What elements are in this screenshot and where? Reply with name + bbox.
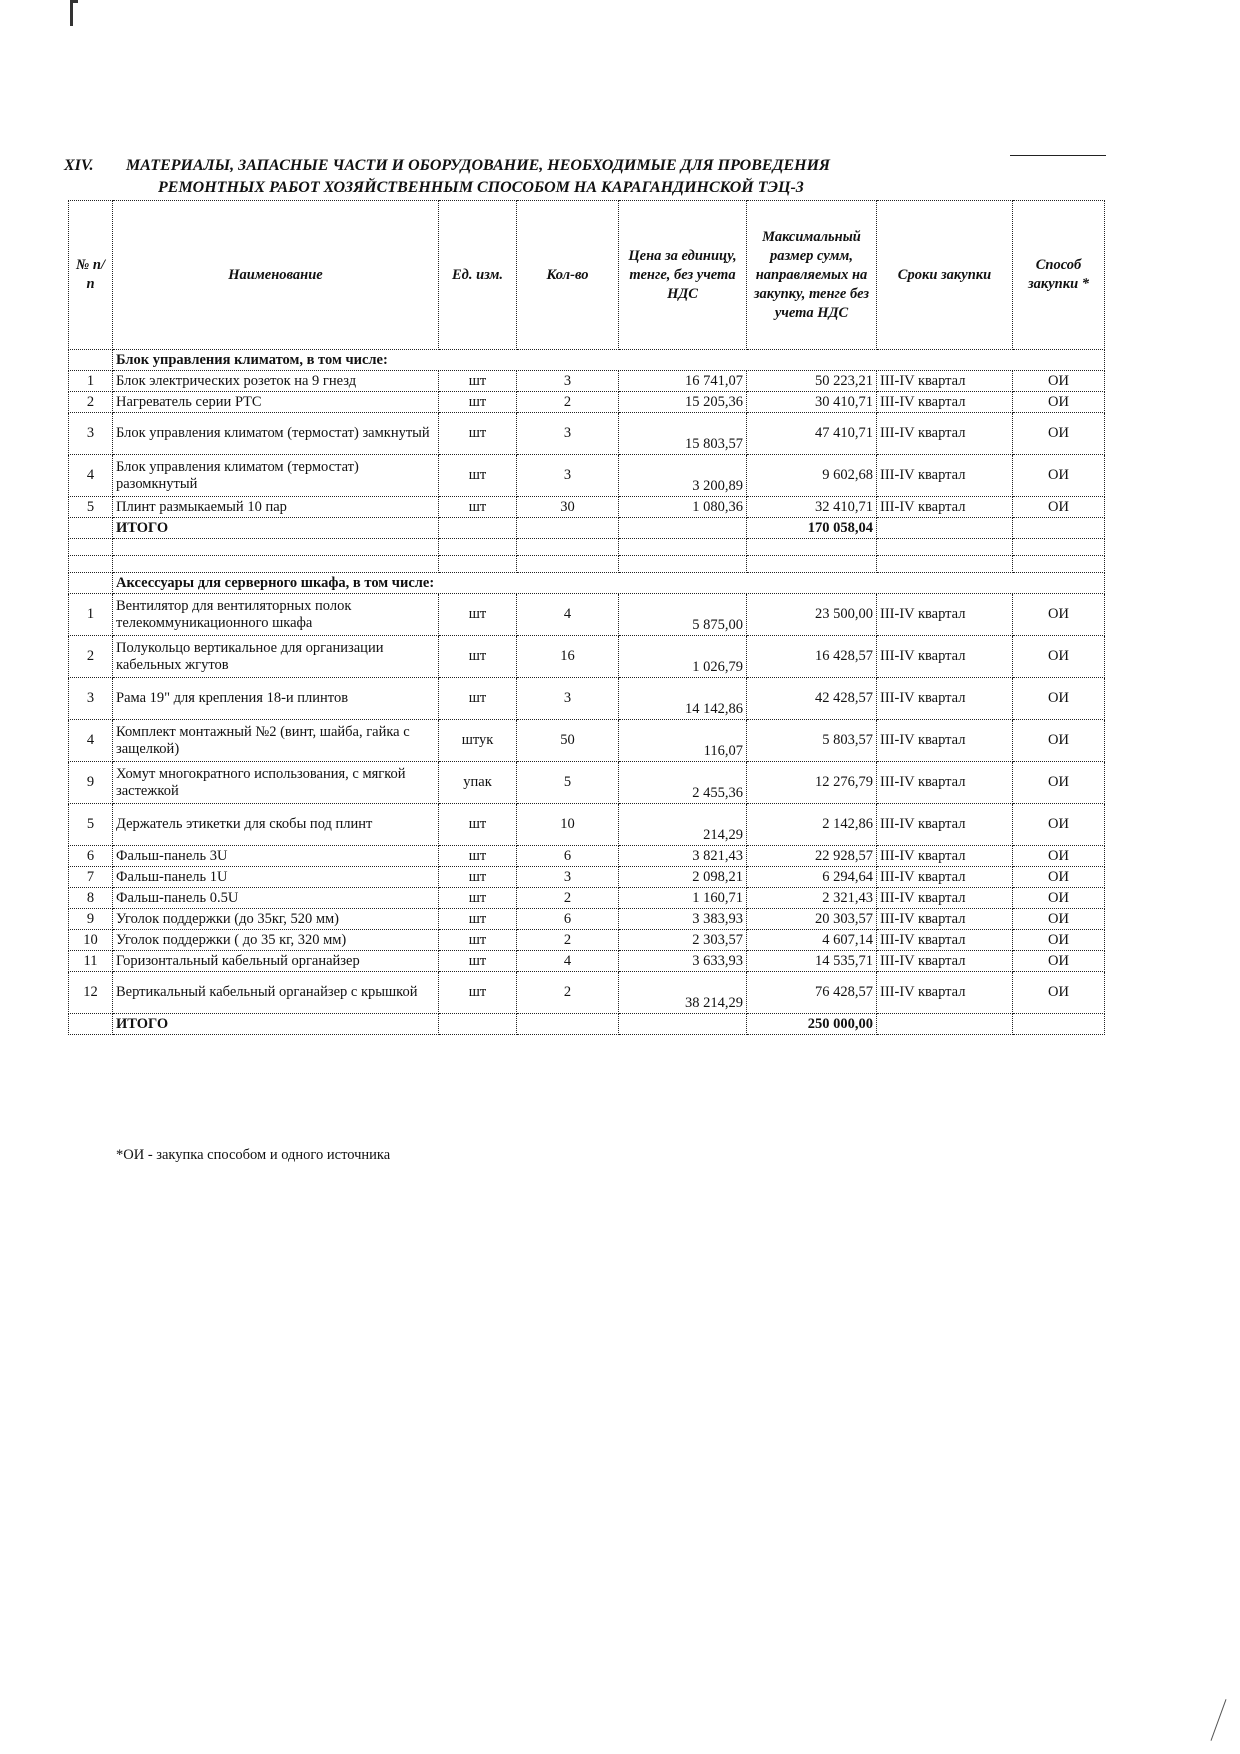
cell-price: 214,29 <box>619 804 747 846</box>
procurement-table <box>68 200 1105 1035</box>
header-price: Цена за единицу, тенге, без учета НДС <box>619 201 747 350</box>
cell-term: III-IV квартал <box>877 762 1013 804</box>
cell-num: 3 <box>69 413 113 455</box>
scan-mark-bottom <box>1211 1699 1227 1741</box>
cell-max-amount: 4 607,14 <box>747 930 877 951</box>
cell-qty: 16 <box>517 636 619 678</box>
cell-name: Вертикальный кабельный органайзер с крышкой <box>113 972 439 1014</box>
cell-num: 6 <box>69 846 113 867</box>
table-row <box>69 594 1105 636</box>
cell-name: Фальш-панель 0.5U <box>113 888 439 909</box>
cell-max-amount: 42 428,57 <box>747 678 877 720</box>
table-row <box>69 413 1105 455</box>
cell-num: 4 <box>69 720 113 762</box>
cell-max-amount: 9 602,68 <box>747 455 877 497</box>
header-num: № п/п <box>69 201 113 350</box>
cell-qty: 3 <box>517 371 619 392</box>
cell-max-amount: 14 535,71 <box>747 951 877 972</box>
cell-unit: шт <box>439 594 517 636</box>
table-row <box>69 720 1105 762</box>
cell-method: ОИ <box>1013 762 1105 804</box>
cell-method: ОИ <box>1013 804 1105 846</box>
cell-term: III-IV квартал <box>877 804 1013 846</box>
section-2-title-row <box>69 573 1105 594</box>
cell-qty: 3 <box>517 413 619 455</box>
cell-method: ОИ <box>1013 930 1105 951</box>
cell-method: ОИ <box>1013 951 1105 972</box>
cell-name: Держатель этикетки для скобы под плинт <box>113 804 439 846</box>
cell-term: III-IV квартал <box>877 972 1013 1014</box>
cell-num: 5 <box>69 497 113 518</box>
table-row <box>69 951 1105 972</box>
cell-max-amount: 2 321,43 <box>747 888 877 909</box>
cell-method: ОИ <box>1013 909 1105 930</box>
cell-unit: шт <box>439 804 517 846</box>
cell-name: Комплект монтажный №2 (винт, шайба, гайка с защелкой) <box>113 720 439 762</box>
table-row <box>69 846 1105 867</box>
title-line-2: РЕМОНТНЫХ РАБОТ ХОЗЯЙСТВЕННЫМ СПОСОБОМ НА КАРАГАНДИНСКОЙ ТЭЦ-3 <box>158 179 804 196</box>
cell-num: 8 <box>69 888 113 909</box>
total-value: 170 058,04 <box>747 518 877 539</box>
spacer-row <box>69 556 1105 573</box>
cell-price: 15 803,57 <box>619 413 747 455</box>
cell-term: III-IV квартал <box>877 636 1013 678</box>
cell-qty: 2 <box>517 930 619 951</box>
cell-max-amount: 20 303,57 <box>747 909 877 930</box>
cell-price: 3 200,89 <box>619 455 747 497</box>
cell-price: 2 098,21 <box>619 867 747 888</box>
cell-method: ОИ <box>1013 455 1105 497</box>
cell-max-amount: 6 294,64 <box>747 867 877 888</box>
cell-method: ОИ <box>1013 972 1105 1014</box>
cell-name: Полукольцо вертикальное для организации кабельных жгутов <box>113 636 439 678</box>
cell-price: 3 821,43 <box>619 846 747 867</box>
section-1-title-row <box>69 350 1105 371</box>
total-value: 250 000,00 <box>747 1014 877 1035</box>
cell-term: III-IV квартал <box>877 846 1013 867</box>
cell-qty: 4 <box>517 951 619 972</box>
cell-term: III-IV квартал <box>877 455 1013 497</box>
cell-price: 2 455,36 <box>619 762 747 804</box>
cell-qty: 3 <box>517 678 619 720</box>
cell-num: 5 <box>69 804 113 846</box>
table-row <box>69 497 1105 518</box>
cell-unit: шт <box>439 392 517 413</box>
cell-num: 9 <box>69 762 113 804</box>
cell-name: Блок управления климатом (термостат) разомкнутый <box>113 455 439 497</box>
cell-max-amount: 32 410,71 <box>747 497 877 518</box>
table-row <box>69 371 1105 392</box>
section-1-total-row <box>69 518 1105 539</box>
table-row <box>69 678 1105 720</box>
table-row <box>69 762 1105 804</box>
cell-num: 7 <box>69 867 113 888</box>
cell-qty: 4 <box>517 594 619 636</box>
cell-unit: шт <box>439 930 517 951</box>
cell-method: ОИ <box>1013 497 1105 518</box>
cell-term: III-IV квартал <box>877 867 1013 888</box>
scan-mark-top-hook <box>70 0 78 3</box>
cell-name: Блок управления климатом (термостат) замкнутый <box>113 413 439 455</box>
cell-term: III-IV квартал <box>877 951 1013 972</box>
cell-name: Уголок поддержки (до 35кг, 520 мм) <box>113 909 439 930</box>
header-term: Сроки закупки <box>877 201 1013 350</box>
cell-unit: упак <box>439 762 517 804</box>
cell-term: III-IV квартал <box>877 594 1013 636</box>
cell-price: 1 026,79 <box>619 636 747 678</box>
cell-max-amount: 50 223,21 <box>747 371 877 392</box>
spacer-row <box>69 539 1105 556</box>
cell-num: 2 <box>69 636 113 678</box>
header-row <box>69 201 1105 350</box>
cell-term: III-IV квартал <box>877 371 1013 392</box>
cell-name: Рама 19" для крепления 18-и плинтов <box>113 678 439 720</box>
scan-mark-top <box>70 0 73 26</box>
cell-unit: шт <box>439 678 517 720</box>
cell-method: ОИ <box>1013 720 1105 762</box>
cell-method: ОИ <box>1013 846 1105 867</box>
cell-method: ОИ <box>1013 888 1105 909</box>
cell-price: 116,07 <box>619 720 747 762</box>
header-unit: Ед. изм. <box>439 201 517 350</box>
cell-name: Нагреватель серии PTC <box>113 392 439 413</box>
cell-unit: шт <box>439 455 517 497</box>
total-label: ИТОГО <box>113 518 439 539</box>
header-name: Наименование <box>113 201 439 350</box>
table-row <box>69 392 1105 413</box>
cell-max-amount: 2 142,86 <box>747 804 877 846</box>
table-row <box>69 636 1105 678</box>
cell-name: Хомут многократного использования, с мягкой застежкой <box>113 762 439 804</box>
header-qty: Кол-во <box>517 201 619 350</box>
cell-qty: 6 <box>517 846 619 867</box>
cell-max-amount: 5 803,57 <box>747 720 877 762</box>
cell-num: 10 <box>69 930 113 951</box>
total-label: ИТОГО <box>113 1014 439 1035</box>
section-number: XIV. <box>64 157 94 174</box>
cell-num: 1 <box>69 371 113 392</box>
cell-qty: 2 <box>517 972 619 1014</box>
header-max-amount: Максимальный размер сумм, направляемых на закупку, тенге без учета НДС <box>747 201 877 350</box>
cell-method: ОИ <box>1013 413 1105 455</box>
cell-price: 5 875,00 <box>619 594 747 636</box>
cell-name: Горизонтальный кабельный органайзер <box>113 951 439 972</box>
cell-max-amount: 47 410,71 <box>747 413 877 455</box>
cell-method: ОИ <box>1013 636 1105 678</box>
title-line-1: МАТЕРИАЛЫ, ЗАПАСНЫЕ ЧАСТИ И ОБОРУДОВАНИЕ, НЕОБХОДИМЫЕ ДЛЯ ПРОВЕДЕНИЯ <box>126 157 831 174</box>
table-row <box>69 972 1105 1014</box>
table-row <box>69 930 1105 951</box>
cell-num: 4 <box>69 455 113 497</box>
cell-term: III-IV квартал <box>877 888 1013 909</box>
cell-num: 12 <box>69 972 113 1014</box>
cell-num: 1 <box>69 594 113 636</box>
cell-unit: шт <box>439 846 517 867</box>
footnote: *ОИ - закупка способом и одного источника <box>116 1147 391 1163</box>
cell-max-amount: 30 410,71 <box>747 392 877 413</box>
cell-price: 16 741,07 <box>619 371 747 392</box>
table-row <box>69 888 1105 909</box>
cell-unit: шт <box>439 497 517 518</box>
table-row <box>69 909 1105 930</box>
cell-num: 2 <box>69 392 113 413</box>
cell-name: Уголок поддержки ( до 35 кг, 320 мм) <box>113 930 439 951</box>
title-rule <box>1010 155 1106 156</box>
cell-num: 3 <box>69 678 113 720</box>
cell-qty: 10 <box>517 804 619 846</box>
cell-unit: шт <box>439 413 517 455</box>
cell-term: III-IV квартал <box>877 392 1013 413</box>
cell-num: 9 <box>69 909 113 930</box>
cell-qty: 2 <box>517 392 619 413</box>
cell-method: ОИ <box>1013 392 1105 413</box>
cell-qty: 6 <box>517 909 619 930</box>
cell-method: ОИ <box>1013 867 1105 888</box>
cell-unit: шт <box>439 888 517 909</box>
cell-max-amount: 23 500,00 <box>747 594 877 636</box>
cell-qty: 50 <box>517 720 619 762</box>
cell-unit: шт <box>439 867 517 888</box>
table-row <box>69 455 1105 497</box>
cell-method: ОИ <box>1013 371 1105 392</box>
table-row <box>69 804 1105 846</box>
cell-price: 3 383,93 <box>619 909 747 930</box>
cell-price: 15 205,36 <box>619 392 747 413</box>
cell-term: III-IV квартал <box>877 909 1013 930</box>
cell-unit: шт <box>439 951 517 972</box>
cell-term: III-IV квартал <box>877 678 1013 720</box>
cell-qty: 3 <box>517 867 619 888</box>
cell-price: 1 160,71 <box>619 888 747 909</box>
cell-max-amount: 16 428,57 <box>747 636 877 678</box>
cell-price: 2 303,57 <box>619 930 747 951</box>
cell-price: 14 142,86 <box>619 678 747 720</box>
cell-price: 38 214,29 <box>619 972 747 1014</box>
section-2-total-row <box>69 1014 1105 1035</box>
cell-num: 11 <box>69 951 113 972</box>
cell-max-amount: 12 276,79 <box>747 762 877 804</box>
cell-name: Фальш-панель 3U <box>113 846 439 867</box>
cell-name: Вентилятор для вентиляторных полок телекоммуникационного шкафа <box>113 594 439 636</box>
section-2-title: Аксессуары для серверного шкафа, в том числе: <box>113 573 1105 594</box>
cell-price: 1 080,36 <box>619 497 747 518</box>
cell-unit: шт <box>439 636 517 678</box>
header-method: Способ закупки * <box>1013 201 1105 350</box>
table-row <box>69 867 1105 888</box>
section-1-title: Блок управления климатом, в том числе: <box>113 350 1105 371</box>
cell-term: III-IV квартал <box>877 497 1013 518</box>
cell-name: Плинт размыкаемый 10 пар <box>113 497 439 518</box>
cell-qty: 3 <box>517 455 619 497</box>
cell-qty: 5 <box>517 762 619 804</box>
cell-term: III-IV квартал <box>877 720 1013 762</box>
cell-unit: шт <box>439 972 517 1014</box>
cell-qty: 2 <box>517 888 619 909</box>
cell-price: 3 633,93 <box>619 951 747 972</box>
cell-term: III-IV квартал <box>877 413 1013 455</box>
cell-term: III-IV квартал <box>877 930 1013 951</box>
cell-unit: шт <box>439 909 517 930</box>
cell-name: Фальш-панель 1U <box>113 867 439 888</box>
cell-max-amount: 76 428,57 <box>747 972 877 1014</box>
cell-unit: штук <box>439 720 517 762</box>
cell-qty: 30 <box>517 497 619 518</box>
cell-method: ОИ <box>1013 678 1105 720</box>
cell-name: Блок электрических розеток на 9 гнезд <box>113 371 439 392</box>
cell-unit: шт <box>439 371 517 392</box>
cell-max-amount: 22 928,57 <box>747 846 877 867</box>
cell-method: ОИ <box>1013 594 1105 636</box>
